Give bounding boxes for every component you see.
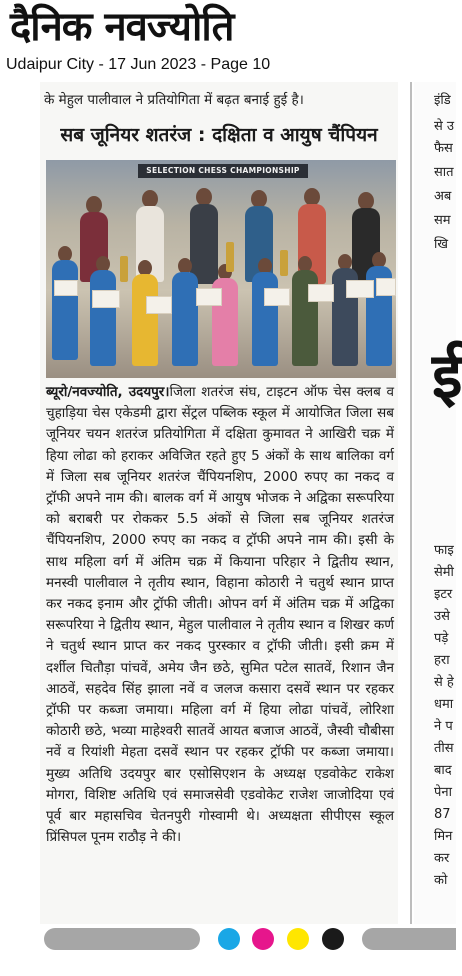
photo-certificate	[264, 288, 290, 306]
magenta-registration-dot	[252, 928, 274, 950]
masthead	[0, 0, 456, 82]
photo-trophy	[280, 250, 288, 276]
adjacent-article-strip	[414, 82, 462, 924]
black-registration-dot	[322, 928, 344, 950]
registration-gray-bar	[44, 928, 200, 950]
adjacent-text-fragment: इंडि	[434, 93, 451, 108]
adjacent-text-fragment: तीस	[434, 741, 454, 756]
edition-line: Udaipur City - 17 Jun 2023 - Page 10	[6, 56, 271, 73]
adjacent-text-fragment: को	[434, 873, 448, 888]
article-dateline: ब्यूरो/नवज्योति, उदयपुर।	[46, 384, 170, 400]
photo-banner: SELECTION CHESS CHAMPIONSHIP	[138, 164, 308, 178]
newspaper-name: दैनिक नवज्योति	[10, 4, 234, 50]
photo-certificate	[54, 280, 78, 296]
photo-certificate	[308, 284, 334, 302]
adjacent-text-fragment: खि	[434, 237, 449, 252]
adjacent-text-fragment: सम	[434, 213, 451, 228]
adjacent-text-fragment: से हे	[434, 675, 454, 690]
photo-certificate	[196, 288, 222, 306]
article-body	[46, 382, 394, 848]
adjacent-text-fragment: बाद	[434, 763, 452, 778]
cyan-registration-dot	[218, 928, 240, 950]
photo-person	[252, 272, 278, 366]
photo-certificate	[376, 278, 396, 296]
previous-article-line: के मेहुल पालीवाल ने प्रतियोगिता में बढ़त बनाई हुई है।	[44, 92, 304, 108]
article-column	[40, 82, 398, 924]
yellow-registration-dot	[287, 928, 309, 950]
adjacent-text-fragment: सात	[434, 165, 454, 180]
adjacent-headline-fragment: ई	[432, 339, 462, 412]
winners-group-photo	[46, 160, 396, 378]
photo-person	[190, 204, 218, 284]
adjacent-text-fragment: पड़े	[434, 631, 449, 646]
adjacent-text-fragment: पेना	[434, 785, 452, 800]
adjacent-text-fragment: से उ	[434, 119, 455, 134]
photo-person	[52, 260, 78, 360]
photo-person	[132, 274, 158, 366]
adjacent-text-fragment: इटर	[434, 587, 453, 602]
adjacent-text-fragment: धमा	[434, 697, 454, 712]
adjacent-text-fragment: फाइ	[434, 543, 454, 558]
adjacent-text-fragment: कर	[434, 851, 450, 866]
adjacent-text-fragment: मिन	[434, 829, 453, 844]
adjacent-text-fragment: हरा	[434, 653, 450, 668]
adjacent-text-fragment: 87	[434, 807, 451, 822]
photo-certificate	[346, 280, 374, 298]
article-body-text: जिला शतरंज संघ, टाइटन ऑफ चेस क्लब व चुहाड़िया चेस एकेडमी द्वारा सेंट्रल पब्लिक स्कूल में आयोजित जिला सब जूनियर चयन शतरंज प्रतियोगिता में दक्षिता कुमावत ने आखिरी चक्र में हिया लोढा को हराकर अविजित रहते हुए 5 अंकों के साथ बालिका वर्ग में जिला सब जूनियर शतरंज चैंपियनशिप, 2000 रुपए का नकद व ट्रॉफी अपने नाम की। बालक वर्ग में आयुष भोजक ने अद्विका सरूपरिया को बराबरी पर रोककर 5.5 अंकों से जिला सब जूनियर शतरंज चैंपियनशिप, 2000 रुपए का नकद व ट्रॉफी अपने नाम की। इसी के साथ महिला वर्ग में अंतिम चक्र में कियाना परिहार ने द्वितीय स्थान, मनस्वी पालीवाल ने तृतीय स्थान, विहाना कोठारी ने चतुर्थ स्थान प्राप्त कर नकद इनाम और ट्रॉफी जीती। ओपन वर्ग में अंतिम चक्र में अद्विका सरूपरिया ने द्वितीय स्थान, मेहुल पालीवाल ने तृतीय स्थान व शिखर कर्ण ने चतुर्थ स्थान प्राप्त कर नकद पुरस्कार व ट्रॉफी जीती। इसी क्रम में दर्शील चितौड़ा पांचवें, अमेय जैन छठे, सुमित पटेल सातवें, रिशान जैन आठवें, सहदेव सिंह झाला नवें व जलज कसारा दसवें स्थान पर रहकर ट्रॉफी पर कब्जा जमाया। महिला वर्ग में हिया लोढा पांचवें, लोरिशा कोठारी छठे, भव्या माहेश्वरी सातवें आयत बजाज आठवें, जैस्वी चौबीसा नवें व रियांशी मेहता दसवें स्थान पर रहकर ट्रॉफी पर कब्जा जमाया। मुख्य अतिथि उदयपुर बार एसोसिएशन के अध्यक्ष एडवोकेट राकेश मोगरा, विशिष्ट अतिथि एवं समाजसेवी एडवोकेट राजेश जाजोदिया एवं पूर्व बार महासचिव चेतनपुरी गोस्वामी थे। अध्यक्षता सीपीएस स्कूल प्रिंसिपल पूनम राठौड़ ने की।	[46, 384, 394, 846]
photo-person	[90, 270, 116, 366]
column-divider	[410, 82, 412, 924]
photo-certificate	[146, 296, 172, 314]
adjacent-text-fragment: उसे	[434, 609, 450, 624]
adjacent-text-fragment: सेमी	[434, 565, 454, 580]
adjacent-text-fragment: ने प	[434, 719, 453, 734]
photo-person	[172, 272, 198, 366]
adjacent-text-fragment: अब	[434, 189, 452, 204]
article-headline: सब जूनियर शतरंज : दक्षिता व आयुष चैंपियन	[60, 124, 378, 146]
photo-certificate	[92, 290, 120, 308]
registration-gray-bar	[362, 928, 456, 950]
adjacent-text-fragment: फैस	[434, 141, 453, 156]
photo-trophy	[226, 242, 234, 272]
photo-trophy	[120, 256, 128, 282]
